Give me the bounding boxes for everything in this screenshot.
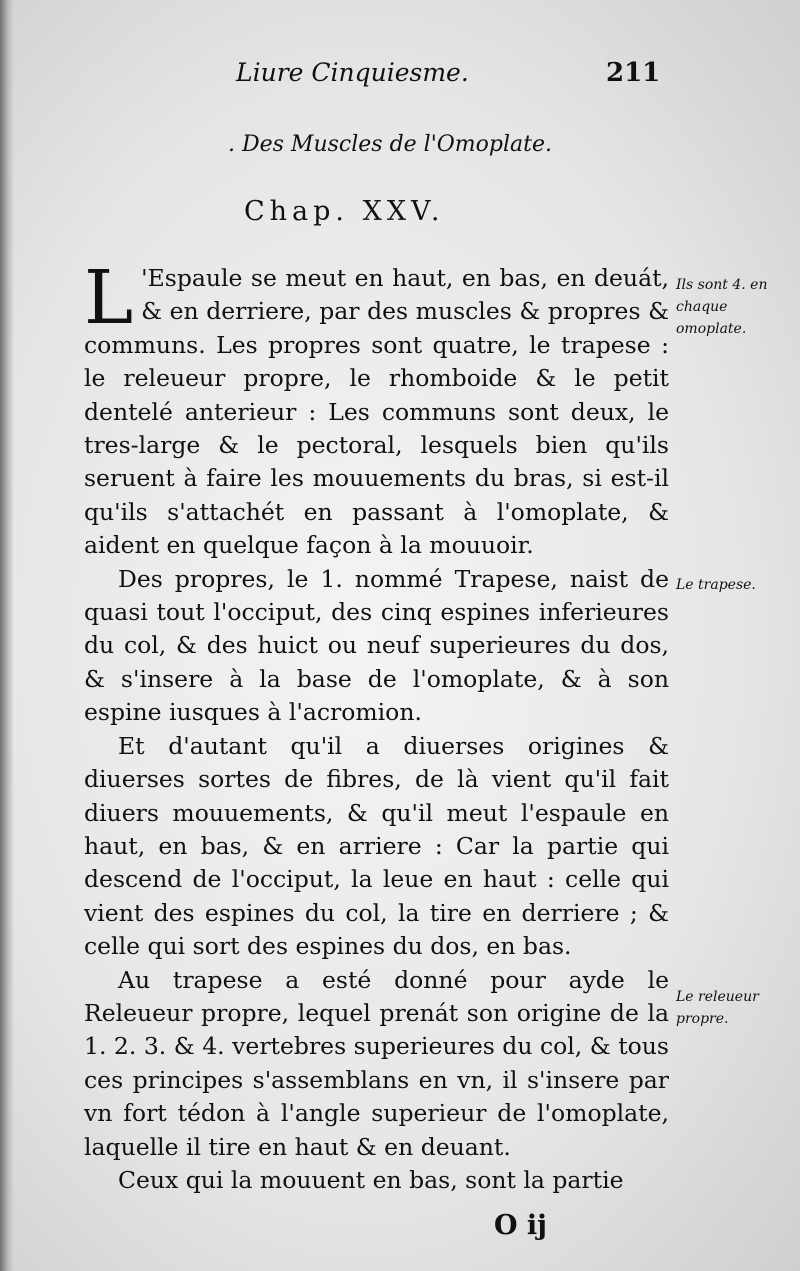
- margin-note: Le trapese.: [676, 577, 756, 593]
- paragraph-1-text: 'Espaule se meut en haut, en bas, en deuát, & en derriere, par des muscles & propres & communs. Les propres sont quatre, le trapese : le releueur propre, le rhomboide & le petit dentelé anterieur : Les communs sont deux, le tres-large & le pectoral, lesquels bien qu'ils seruent à faire les mouuements du bras, si est-il qu'ils s'attachét en passant à l'omoplate, & aident en quelque façon à la mouuoir.: [84, 264, 669, 560]
- drop-cap: L: [84, 255, 134, 341]
- margin-note: Ils sont 4. en chaque omoplate.: [676, 277, 768, 337]
- paragraph-2: Des propres, le 1. nommé Trapese, naist de quasi tout l'occiput, des cinq espines inferieures du col, & des huict ou neuf superieures du dos, & s'insere à la base de l'omoplate, & à son espine iusques à l'acromion.: [84, 564, 669, 727]
- running-head: Liure Cinquiesme.: [236, 58, 469, 87]
- body-text: [84, 255, 669, 1197]
- paragraph-4: Au trapese a esté donné pour ayde le Releueur propre, lequel prenát son origine de la 1. 2. 3. & 4. vertebres superieures du col, & tous ces principes s'assemblans en vn, il s'insere par vn fort tédon à l'angle superieur de l'omoplate, laquelle il tire en haut & en deuant.: [84, 965, 669, 1161]
- paragraph-5: Ceux qui la mouuent en bas, sont la partie: [118, 1165, 624, 1194]
- page-number: 211: [606, 58, 661, 88]
- signature-mark: O ij: [494, 1210, 547, 1241]
- page-gutter-shadow: [0, 0, 14, 1271]
- margin-note: Le releueur propre.: [676, 989, 759, 1027]
- section-title: . Des Muscles de l'Omoplate.: [228, 132, 552, 157]
- paragraph-3: Et d'autant qu'il a diuerses origines & diuerses sortes de fibres, de là vient qu'il fait diuers mouuements, & qu'il meut l'espaule en haut, en bas, & en arriere : Car la partie qui descend de l'occiput, la leue en haut : celle qui vient des espines du col, la tire en derriere ; & celle qui sort des espines du dos, en bas.: [84, 731, 669, 961]
- chapter-heading: Chap. XXV.: [244, 196, 445, 227]
- paragraph-1: [84, 255, 669, 563]
